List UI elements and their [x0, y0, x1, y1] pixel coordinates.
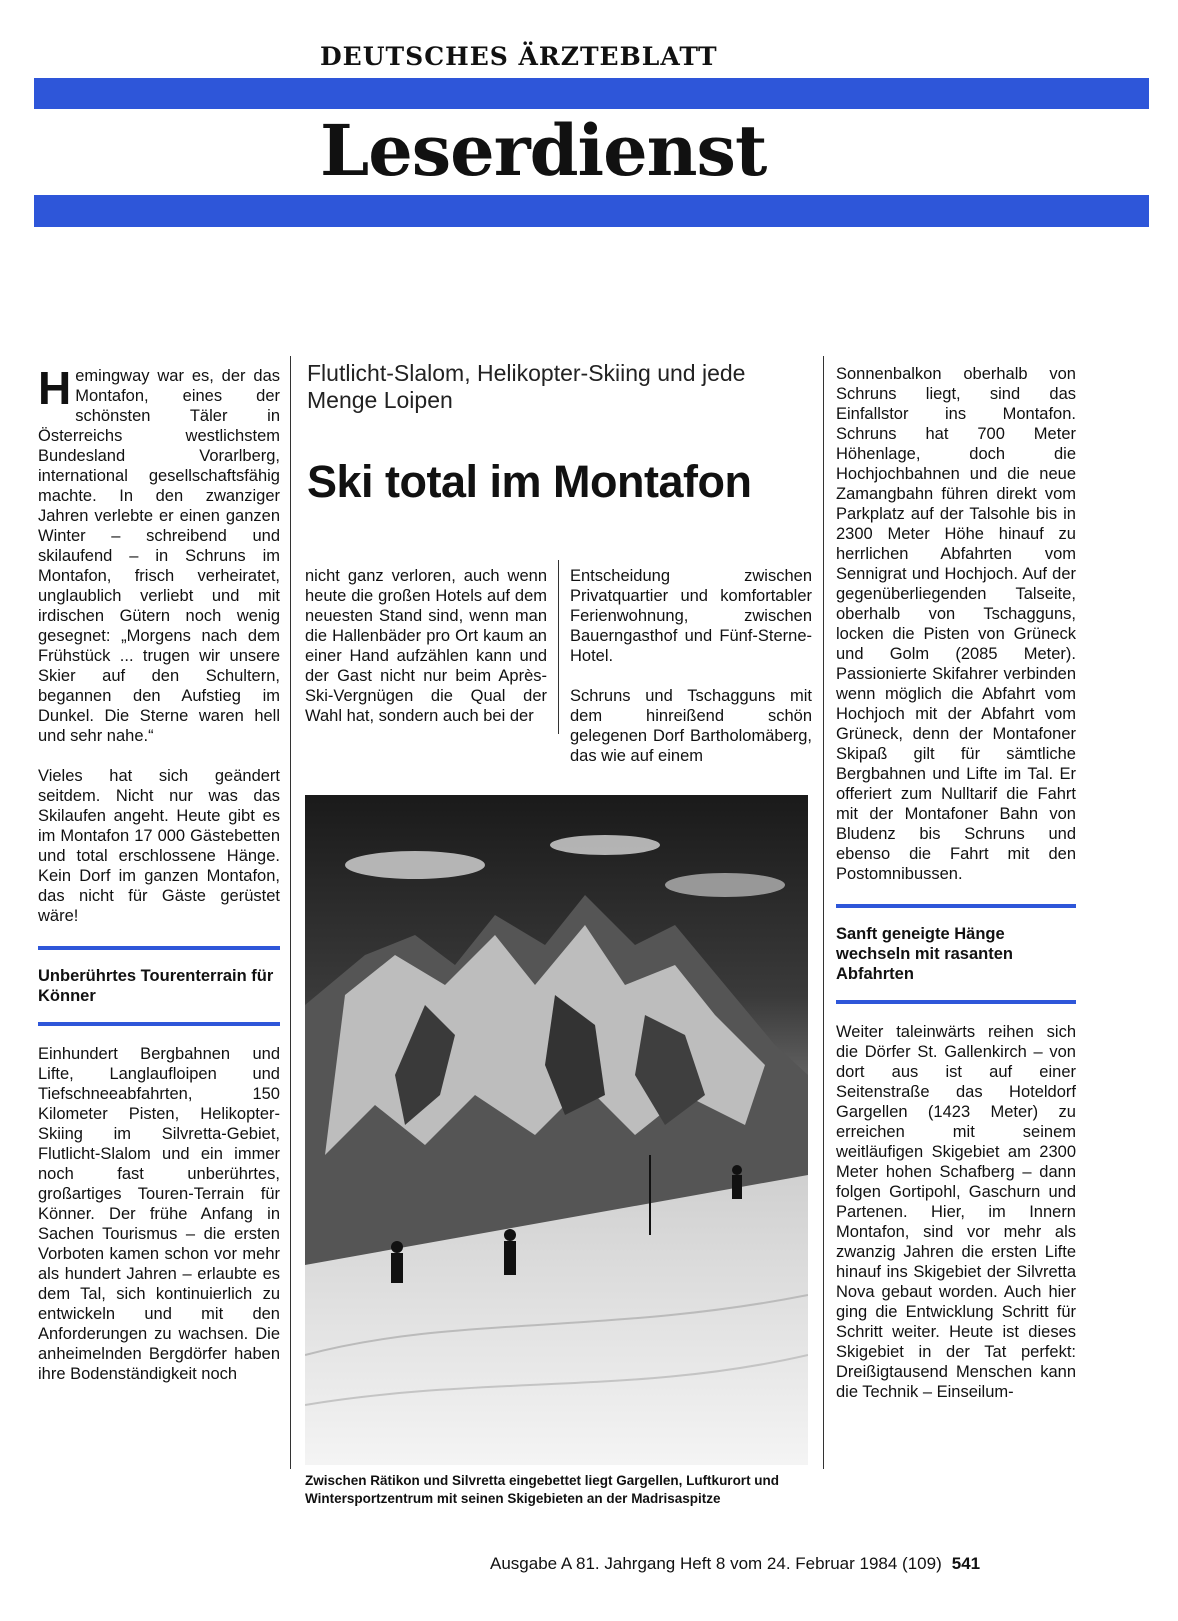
mountain-illustration: [305, 795, 808, 1465]
column-divider: [823, 356, 824, 1469]
intro-text: emingway war es, der das Montafon, eines der schönsten Täler in Österreichs westlichstem Bundesland Vorarlberg, international gesellschaftsfähig machte. In den zwanziger Jahren verlebte er einen ganzen Winter – schreibend und skilaufend – in Schruns im Montafon, frisch verheiratet, unglaublich verliebt und mit irdischen Gütern noch wenig gesegnet: „Morgens nach dem Frühstück ... trugen wir unsere Skier auf den Schultern, begannen den Aufstieg im Dunkel. Die Sterne waren hell und sehr nahe.“: [38, 367, 280, 745]
page-number: 541: [951, 1554, 981, 1573]
paragraph-vieles: Vieles hat sich geändert seitdem. Nicht nur was das Skilaufen angeht. Heute gibt es im Montafon 17 000 Gästebetten und total erschlossene Hänge. Kein Dorf im ganzen Montafon, das nicht für Gäste gerüstet wäre!: [38, 767, 280, 925]
column-4: [836, 364, 1076, 1402]
paragraph-taleinwaerts: Weiter taleinwärts reihen sich die Dörfer St. Gallenkirch – von dort aus ist auf einer Seitenstraße das Hoteldorf Gargellen (1423 Meter) zu erreichen mit seinem weitläufigen Skigebiet am 2300 Meter hohen Schafberg – dann folgen Gortipohl, Gaschurn und Partenen. Hier, im Innern Montafon, sind vor mehr als zwanzig Jahren die ersten Lifte hinauf ins Skigebiet der Silvretta Nova gebaut worden. Auch hier ging die Entwicklung Schritt für Schritt weiter. Heute ist dieses Skigebiet in der Tat perfekt: Dreißigtausend Menschen kann die Technik – Einseilum-: [836, 1023, 1076, 1401]
intro-paragraph: [38, 362, 280, 746]
subhead-haenge: Sanft geneigte Hänge wechseln mit rasanten Abfahrten: [836, 925, 1013, 983]
column-1: [38, 362, 280, 1384]
paragraph-schruns: Schruns und Tschagguns mit dem hinreißend schön gelegenen Dorf Bartholomäberg, das wie auf einem: [570, 687, 812, 765]
subhead-box-1: [38, 946, 280, 1026]
blue-rule: [38, 1022, 280, 1026]
subhead-box-2: [836, 904, 1076, 1004]
top-blue-band: [34, 78, 1149, 109]
masthead: DEUTSCHES ÄRZTEBLATT: [320, 42, 718, 71]
column-divider: [558, 560, 559, 734]
bottom-blue-band: [34, 195, 1149, 227]
paragraph-einhundert: Einhundert Bergbahnen und Lifte, Langlaufloipen und Tiefschneeabfahrten, 150 Kilometer Pisten, Helikopter-Skiing im Silvretta-Gebiet, Flutlicht-Slalom und ein immer noch fast unberührtes, großartiges Touren-Terrain für Könner. Der frühe Anfang in Sachen Tourismus – die ersten Vorboten kamen schon vor mehr als hundert Jahren – erlaubte es dem Tal, sich kontinuierlich zu entwickeln und mit den Anforderungen zu wachsen. Die anheimelnden Bergdörfer haben ihre Bodenständigkeit noch: [38, 1045, 280, 1383]
paragraph-sonnenbalkon: Sonnenbalkon oberhalb von Schruns liegt, sind das Einfallstor ins Montafon. Schruns hat 700 Meter Höhenlage, doch die Hochjochbahnen und die neue Zamangbahn führen direkt vom Parkplatz auf der Talsohle bis in 2300 Meter Höhe hinauf zu herrlichen Abfahrten vom Sennigrat und Hochjoch. Auf der gegenüberliegenden Talseite, oberhalb von Tschagguns, locken die Pisten von Grüneck und Golm (2085 Meter). Passionierte Skifahrer verbinden wenn möglich die Abfahrt vom Hochjoch mit der Abfahrt vom Grüneck, denn der Montafoner Skipaß gilt für sämtliche Bergbahnen und Lifte im Tal. Er offeriert zum Nulltarif die Fahrt mit der Montafoner Bahn von Bludenz bis Schruns und ebenso die Fahrt mit den Postomnibussen.: [836, 365, 1076, 883]
dropcap: H: [38, 362, 72, 414]
blue-rule: [836, 1000, 1076, 1004]
column-3: [570, 566, 812, 766]
paragraph-entscheidung: Entscheidung zwischen Privatquartier und komfortabler Ferienwohnung, zwischen Bauerngasthof und Fünf-Sterne-Hotel.: [570, 567, 812, 665]
mountain-photo: [305, 795, 808, 1465]
kicker: Flutlicht-Slalom, Helikopter-Skiing und jede Menge Loipen: [307, 360, 746, 413]
subhead-tourenterrain: Unberührtes Tourenterrain für Könner: [38, 967, 274, 1005]
section-title: Leserdienst: [320, 109, 767, 192]
blue-rule: [836, 904, 1076, 908]
column-2: [305, 566, 547, 726]
page-footer: [490, 1554, 980, 1574]
issue-info: Ausgabe A 81. Jahrgang Heft 8 vom 24. Februar 1984 (109): [490, 1554, 942, 1573]
column-divider: [290, 356, 291, 1469]
photo-caption: Zwischen Rätikon und Silvretta eingebettet liegt Gargellen, Luftkurort und Wintersportzentrum mit seinen Skigebieten an der Madrisaspitze: [305, 1473, 780, 1506]
headline: Ski total im Montafon: [307, 456, 752, 507]
paragraph-hallenbaeder: nicht ganz verloren, auch wenn heute die großen Hotels auf dem neuesten Stand sind, wenn man die Hallenbäder pro Ort kaum an einer Hand aufzählen kann und der Gast nicht nur beim Après-Ski-Vergnügen die Qual der Wahl hat, sondern auch bei der: [305, 567, 547, 725]
blue-rule: [38, 946, 280, 950]
